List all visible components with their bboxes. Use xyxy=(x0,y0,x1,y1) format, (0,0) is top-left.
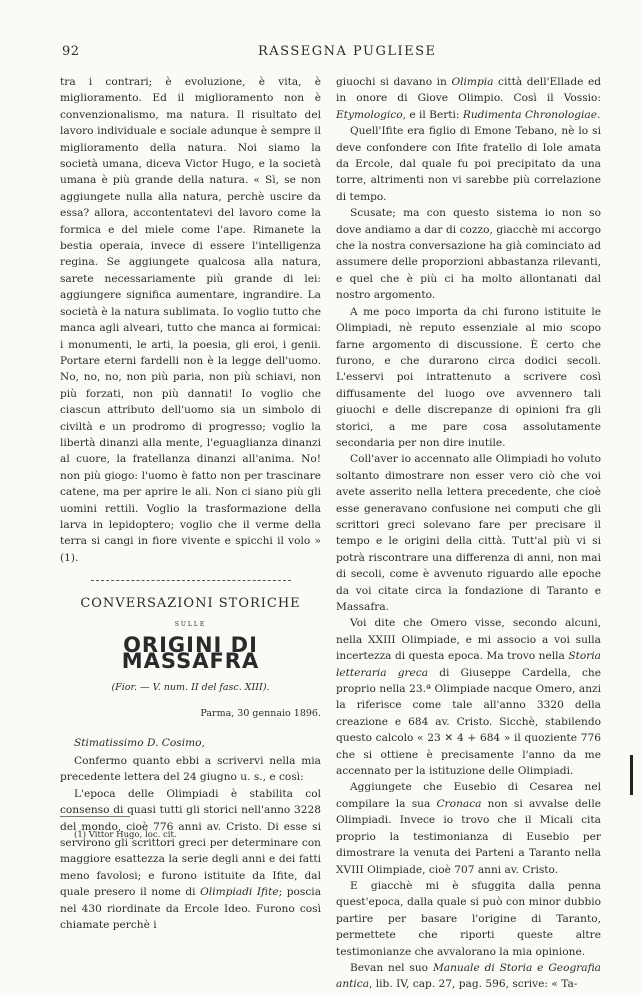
italic-text: Olimpiadi Ifite xyxy=(200,886,279,899)
text-run: non si avvalse delle Olimpiadi. Invece io trovo che il Micali cita proprio la testimonianza di Eusebio per dimostrare la venuta dei Parteni a Taranto nella XVIII Olimpiade, cioè 707 anni av. Cristo. xyxy=(336,797,601,876)
section-title: CONVERSAZIONI STORICHE xyxy=(80,596,301,612)
text-run: Aggiungete che Eusebio di Cesarea nel compilare la sua xyxy=(336,781,601,810)
text-run: Bevan nel suo xyxy=(350,961,433,974)
italic-text: Etymologico xyxy=(336,108,403,121)
footnote-rule xyxy=(60,816,130,817)
text-run: , lib. IV, cap. 27, pag. 596, scrive: « Ta- xyxy=(369,978,578,991)
text-run: giuochi si davano in xyxy=(336,76,452,88)
scan-edge-mark xyxy=(630,755,633,795)
paragraph xyxy=(60,786,321,934)
right-column xyxy=(336,74,601,993)
italic-text: Rudimenta Chronologiae. xyxy=(462,108,601,121)
text-run: città dell'Ellade ed in onore di Giove Olimpio. Così il Vossio: xyxy=(336,76,601,105)
paragraph xyxy=(336,615,601,779)
paragraph: Scusate; ma con questo sistema io non so dove andiamo a dar di cozzo, giacchè mi accorgo che la nostra conversazione ha già cominciato ad assumere delle proporzioni abbastanza rilevanti, e quel che è più ci ha molto allontanati dal nostro argomento. xyxy=(336,207,601,302)
running-title: RASSEGNA PUGLIESE xyxy=(258,44,437,59)
italic-text: Cronaca xyxy=(436,797,482,810)
section-connector: SULLE xyxy=(174,620,207,628)
page-number: 92 xyxy=(62,44,80,59)
salutation: Stimatissimo D. Cosimo, xyxy=(74,736,205,749)
article-title: ORIGINI DI MASSAFRA xyxy=(121,633,260,674)
dateline: Parma, 30 gennaio 1896. xyxy=(200,708,321,720)
left-column xyxy=(60,74,321,934)
paragraph xyxy=(336,779,601,877)
section-divider xyxy=(91,580,291,582)
text-run: Voi dite che Omero visse, secondo alcuni, nella XXIII Olimpiade, e mi associo a voi sulla incertezza di questa epoca. Ma trovo nella xyxy=(336,617,601,663)
paragraph: Coll'aver io accennato alle Olimpiadi ho voluto soltanto dimostrare non esser vero ciò che voi avete asserito nella lettera precedente, che cioè esse generavano confusione nei computi che gli scrittori greci solevano fare per precisare il tempo e le origini della città. Tutt'al più vi si potrà riscontrare una differenza di anni, non mai di secoli, come è avvenuto riguardo alle epoche da voi citate circa la fondazione di Taranto e Massafra. xyxy=(336,453,601,613)
paragraph: E giacchè mi è sfuggita dalla penna quest'epoca, dalla quale si può con minor dubbio partire per basare l'origine di Taranto, permettete che riporti queste altre testimonianze che avvalorano la mia opinione. xyxy=(336,879,601,958)
text-run: di Giuseppe Cardella, che proprio nella 23.ª Olimpiade nacque Omero, anzi la riferisce come tale all'anno 3320 della creazione e 684 av. Cristo. Sicchè, stabilendo questo calcolo « 23 ✕ 4 + 684 » il quoziente 776 che si ottiene è precisamente l'anno da me accennato per la istituzione delle Olimpiadi. xyxy=(336,666,602,778)
text-run: L'epoca delle Olimpiadi è stabilita col consenso di quasi tutti gli storici nell'anno 3228 del mondo, cioè 776 anni av. Cristo. Di esse si servirono gli scrittori greci per determinare con maggiore esattezza la serie degli anni e dei fatti meno favolosi; e furono istituite da Ifite, dal quale presero il nome di xyxy=(60,787,321,899)
paragraph xyxy=(336,960,601,993)
italic-text: Storia letteraria greca xyxy=(336,650,601,679)
paragraph xyxy=(336,74,601,123)
italic-text: Manuale di Storia e Geografia antica xyxy=(336,961,601,991)
italic-text: Olimpia xyxy=(451,76,494,88)
text-run: , e il Berti: xyxy=(402,108,463,121)
text-run: ; poscia nel 430 riordinate da Ercole Ideo. Furono così chiamate perchè i xyxy=(60,886,322,932)
paragraph: Confermo quanto ebbi a scrivervi nella mia precedente lettera del 24 giugno u. s., e così: xyxy=(60,755,321,784)
paragraph: Quell'Ifite era figlio di Emone Tebano, nè lo si deve confondere con Ifite fratello di Iole amata da Ercole, dal quale fu poi precipitato da una torre, altrimenti non vi sarebbe più correlazione di tempo. xyxy=(336,125,601,203)
paragraph: tra i contrari; è evoluzione, è vita, è miglioramento. Ed il miglioramento non è convenzionalismo, ma natura. Il risultato del lavoro individuale e sociale adunque è sempre il miglioramento della natura. Noi siamo la società umana, diceva Victor Hugo, e la società umana è più grande della natura. « Sì, se non aggiungete nulla alla natura, perchè uscire da essa? allora, accontentatevi del lavoro come la formica e del miele come l'ape. Rimanete la bestia operaia, invece di essere l'intelligenza regina. Se aggiungete qualcosa alla natura, sarete necessariamente più grande di lei: aggiungere significa aumentare, ingrandire. La società è la natura sublimata. Io voglio tutto che manca agli alveari, tutto che manca ai formicai: i monumenti, le arti, la poesia, gli eroi, i genii. Portare eterni fardelli non è la legge dell'uomo. No, no, no, non più paria, non più schiavi, non più forzati, non più dannati! Io voglio che ciascun attributo dell'uomo sia un simbolo di civiltà e un prodromo di progresso; voglio la libertà dinanzi alla mente, l'eguaglianza dinanzi al cuore, la fratellanza dinanzi all'anima. No! non più giogo: l'uomo è fatto non per trascinare catene, ma per aprire le ali. Non ci siano più gli uomini rettili. Voglio la trasformazione della larva in lepidoptero; voglio che il verme della terra si cangi in fiore vivente e spicchi il volo » (1). xyxy=(60,76,321,564)
paragraph: A me poco importa da chi furono istituite le Olimpiadi, nè reputo essenziale al mio scopo farne argomento di discussione. È certo che furono, e che durarono circa dodici secoli. L'esservi poi intrattenuto a scrivere così diffusamente del luogo ove avvennero tali giuochi e delle discrepanze di opinioni fra gli storici, a me pare cosa assolutamente secondaria per non dire inutile. xyxy=(336,305,601,449)
footnote: (1) Vittor Hugo, loc. cit. xyxy=(74,830,177,840)
article-subtitle: (Fior. — V. num. II del fasc. XIII). xyxy=(111,681,270,693)
